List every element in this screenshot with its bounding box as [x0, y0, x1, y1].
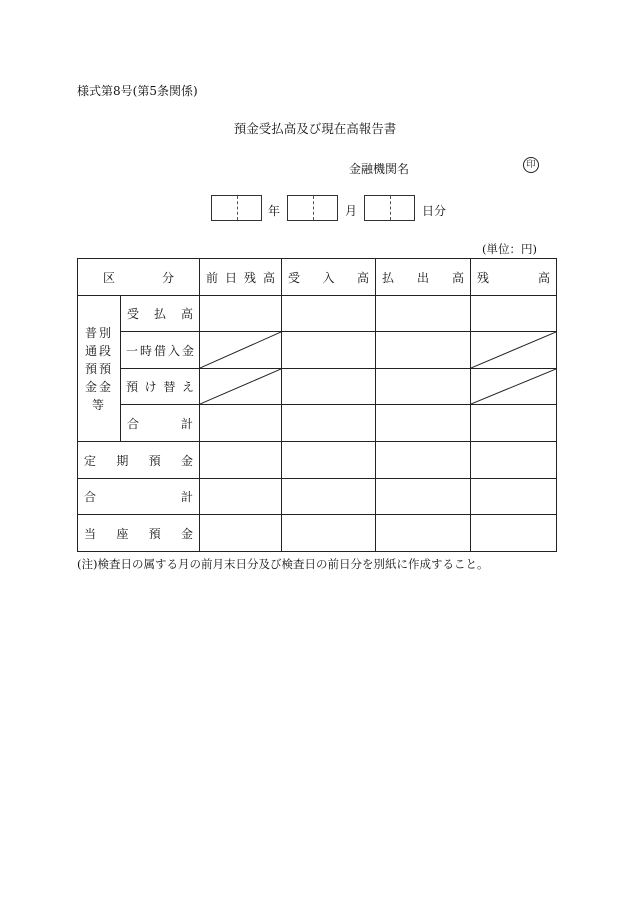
form-number: 様式第8号(第5条関係): [77, 84, 198, 98]
row-label-time-deposit: 定 期 預 金: [78, 442, 200, 479]
table-cell[interactable]: [376, 405, 471, 442]
table-row: [78, 442, 557, 479]
table-row: [78, 296, 557, 332]
table-cell[interactable]: [282, 442, 376, 479]
table-cell[interactable]: [376, 369, 471, 405]
table-header-row: [78, 259, 557, 296]
document-title: 預金受払高及び現在高報告書: [233, 121, 397, 136]
footnote: (注)検査日の属する月の前月末日分及び検査日の前日分を別紙に作成すること。: [77, 557, 489, 571]
table-cell[interactable]: [282, 515, 376, 552]
header-category: 区 分: [78, 259, 200, 296]
row-label-total: 合 計: [78, 479, 200, 515]
header-balance: 残 高: [471, 259, 557, 296]
table-cell[interactable]: [282, 296, 376, 332]
table-row: [78, 405, 557, 442]
table-cell[interactable]: [200, 405, 282, 442]
header-payments: 払 出 高: [376, 259, 471, 296]
table-cell[interactable]: [376, 515, 471, 552]
ordinary-deposits-label: [78, 296, 121, 442]
ordinary-label-line: 金金: [84, 379, 113, 394]
year-box[interactable]: [211, 195, 262, 221]
table-cell[interactable]: [471, 515, 557, 552]
institution-name-label: 金融機関名: [349, 162, 410, 176]
table-cell[interactable]: [376, 479, 471, 515]
table-cell-diagonal: [200, 332, 282, 369]
table-cell[interactable]: [200, 296, 282, 332]
table-cell[interactable]: [376, 296, 471, 332]
header-previous-balance: 前 日 残 高: [200, 259, 282, 296]
diagonal-strike: [200, 369, 281, 404]
table-row: [78, 332, 557, 369]
table-cell[interactable]: [471, 296, 557, 332]
ordinary-label-line: 預預: [84, 361, 113, 376]
table-row: [78, 515, 557, 552]
table-cell[interactable]: [200, 442, 282, 479]
ordinary-label-line: 等: [91, 397, 106, 412]
table-cell[interactable]: [376, 442, 471, 479]
table-cell[interactable]: [471, 479, 557, 515]
header-receipts: 受 入 高: [282, 259, 376, 296]
table-cell[interactable]: [282, 332, 376, 369]
diagonal-strike: [471, 332, 556, 368]
table-cell[interactable]: [282, 405, 376, 442]
diagonal-strike: [471, 369, 556, 404]
table-row: [78, 479, 557, 515]
day-label: 日分: [422, 204, 447, 218]
ordinary-label-line: 普別: [84, 325, 113, 340]
month-box[interactable]: [287, 195, 338, 221]
unit-label: (単位：円): [482, 242, 537, 256]
table-cell[interactable]: [282, 479, 376, 515]
table-cell[interactable]: [471, 442, 557, 479]
table-cell[interactable]: [200, 515, 282, 552]
row-label-temporary-loan: 一 時 借 入 金: [121, 332, 200, 369]
table-cell-diagonal: [200, 369, 282, 405]
row-label-current-deposit: 当 座 預 金: [78, 515, 200, 552]
report-table: [77, 258, 557, 552]
day-box[interactable]: [364, 195, 415, 221]
year-label: 年: [268, 204, 281, 218]
diagonal-strike: [200, 332, 281, 368]
table-cell[interactable]: [282, 369, 376, 405]
table-cell[interactable]: [200, 479, 282, 515]
row-label-receipts-payments: 受 払 高: [121, 296, 200, 332]
row-label-subtotal: 合 計: [121, 405, 200, 442]
table-cell[interactable]: [376, 332, 471, 369]
ordinary-label-line: 通段: [84, 343, 113, 358]
table-cell[interactable]: [471, 405, 557, 442]
seal-mark-icon: 印: [523, 157, 539, 173]
month-label: 月: [345, 204, 358, 218]
table-cell-diagonal: [471, 369, 557, 405]
table-row: [78, 369, 557, 405]
table-cell-diagonal: [471, 332, 557, 369]
row-label-transfer: 預 け 替 え: [121, 369, 200, 405]
